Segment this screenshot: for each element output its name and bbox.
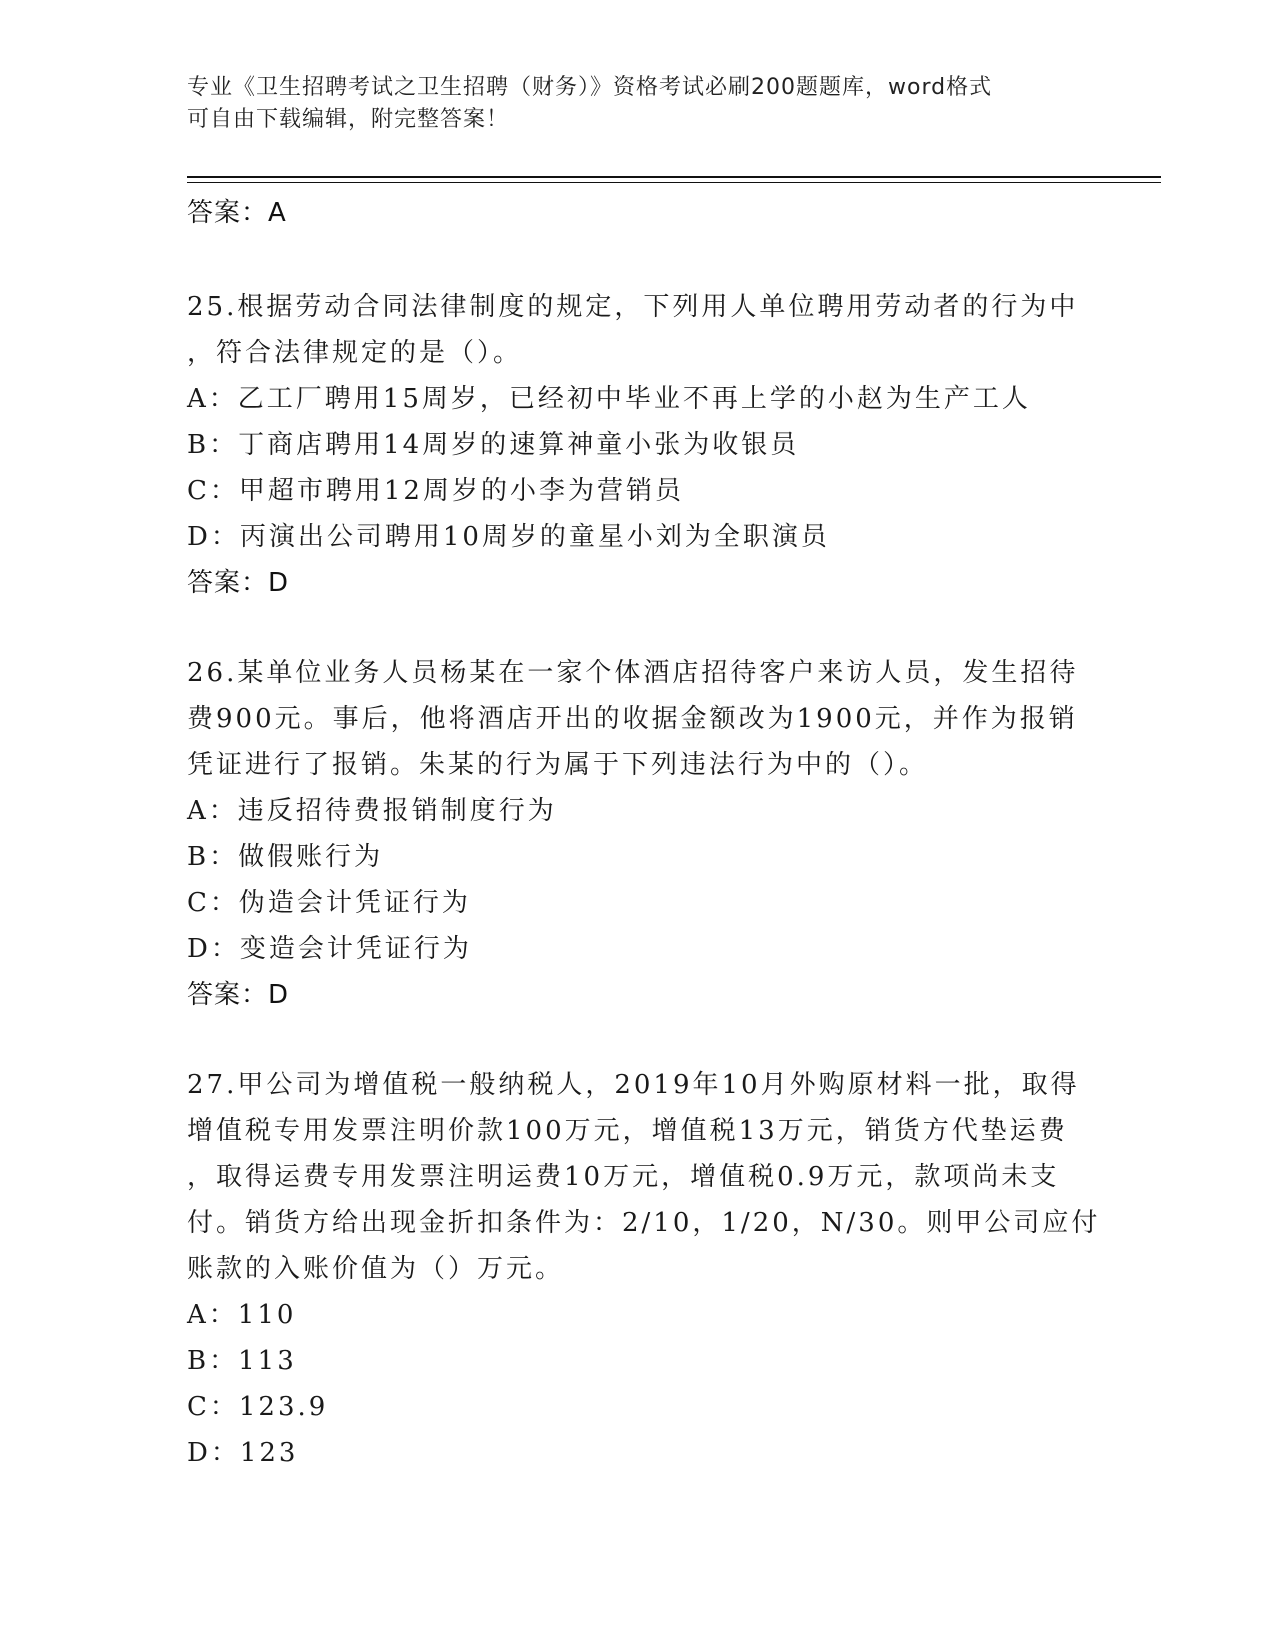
option-d: D：变造会计凭证行为 <box>187 934 472 964</box>
question-stem-line: 27.甲公司为增值税一般纳税人，2019年10月外购原材料一批，取得 <box>187 1070 1080 1100</box>
question-stem-line: 凭证进行了报销。朱某的行为属于下列违法行为中的（）。 <box>187 750 929 780</box>
question-stem-line: 费900元。事后，他将酒店开出的收据金额改为1900元，并作为报销 <box>187 704 1078 734</box>
question-stem-line: ，符合法律规定的是（）。 <box>187 338 523 368</box>
option-d: D：丙演出公司聘用10周岁的童星小刘为全职演员 <box>187 522 830 552</box>
question-stem-line: 26.某单位业务人员杨某在一家个体酒店招待客户来访人员，发生招待 <box>187 658 1079 688</box>
question-block <box>187 284 1087 606</box>
header-rule-thin <box>187 182 1161 183</box>
option-a: A：违反招待费报销制度行为 <box>187 796 557 826</box>
header-line-2: 可自由下载编辑，附完整答案！ <box>187 107 510 132</box>
document-body <box>187 190 1101 1476</box>
question-block <box>187 1062 1101 1476</box>
question-block <box>187 650 1087 1018</box>
document-header <box>187 72 1087 136</box>
header-rule-thick <box>187 176 1161 178</box>
answer-line: 答案：A <box>187 198 287 228</box>
question-stem-line: 账款的入账价值为（）万元。 <box>187 1254 565 1284</box>
option-a: A：乙工厂聘用15周岁，已经初中毕业不再上学的小赵为生产工人 <box>187 384 1031 414</box>
option-c: C：甲超市聘用12周岁的小李为营销员 <box>187 476 684 506</box>
question-stem-line: 25.根据劳动合同法律制度的规定，下列用人单位聘用劳动者的行为中 <box>187 292 1079 322</box>
question-stem-line: ，取得运费专用发票注明运费10万元，增值税0.9万元，款项尚未支 <box>187 1162 1060 1192</box>
option-c: C：伪造会计凭证行为 <box>187 888 471 918</box>
option-d: D：123 <box>187 1438 299 1468</box>
option-b: B：丁商店聘用14周岁的速算神童小张为收银员 <box>187 430 800 460</box>
header-line-1: 专业《卫生招聘考试之卫生招聘（财务）》资格考试必刷200题题库，word格式 <box>187 75 993 100</box>
option-b: B：做假账行为 <box>187 842 384 872</box>
answer-line: 答案：D <box>187 568 290 598</box>
question-stem-line: 增值税专用发票注明价款100万元，增值税13万元，销货方代垫运费 <box>187 1116 1068 1146</box>
answer-line: 答案：D <box>187 980 290 1010</box>
option-a: A：110 <box>187 1300 297 1330</box>
question-stem-line: 付。销货方给出现金折扣条件为：2/10，1/20，N/30。则甲公司应付 <box>187 1208 1101 1238</box>
option-c: C：123.9 <box>187 1392 329 1422</box>
option-b: B：113 <box>187 1346 297 1376</box>
